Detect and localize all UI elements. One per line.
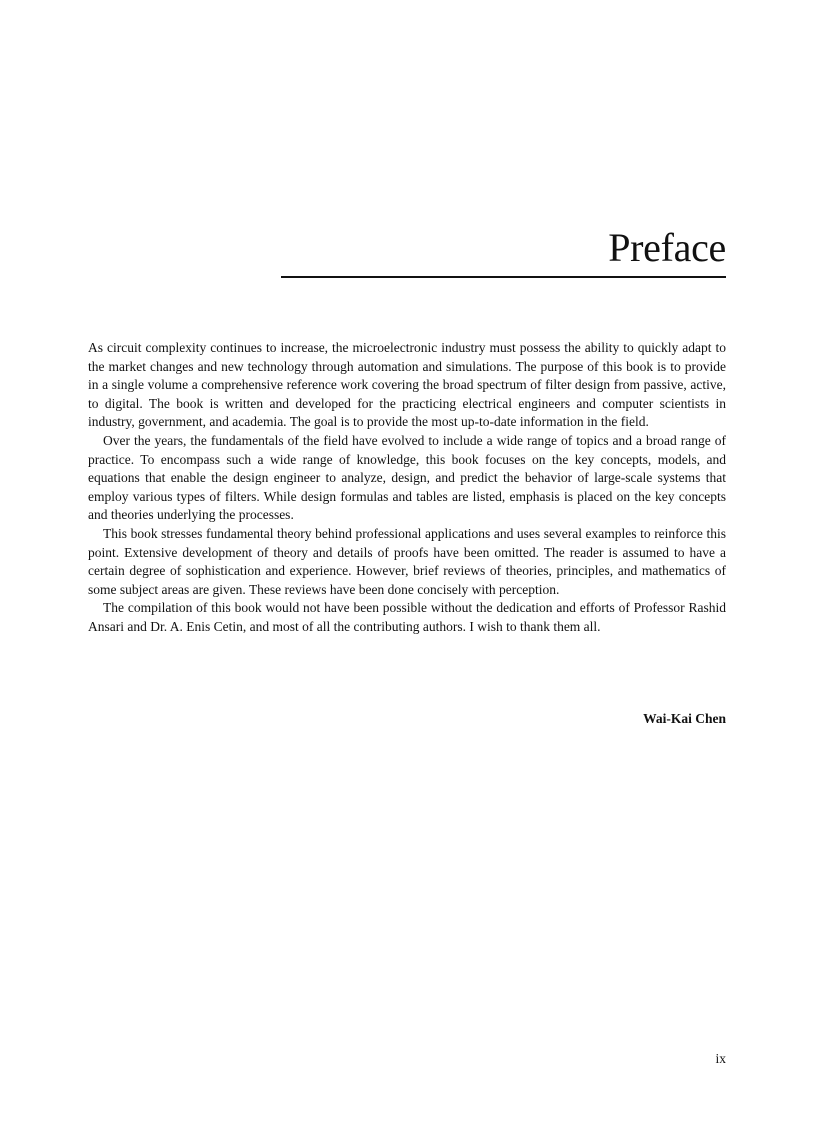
title-underline-rule [281, 276, 726, 278]
preface-body [88, 339, 726, 637]
paragraph-4: The compilation of this book would not have been possible without the dedication and efforts of Professor Rashid Ansari and Dr. A. Enis Cetin, and most of all the contributing authors. I wish to thank them all. [88, 600, 726, 634]
paragraph-1: As circuit complexity continues to increase, the microelectronic industry must possess the ability to quickly adapt to the market changes and new technology through automation and simulations. The purpose of this book is to provide in a single volume a comprehensive reference work covering the broad spectrum of filter design from passive, active, to digital. The book is written and developed for the practicing electrical engineers and computer scientists in industry, government, and academia. The goal is to provide the most up-to-date information in the field. [88, 340, 726, 430]
paragraph-2: Over the years, the fundamentals of the field have evolved to include a wide range of topics and a broad range of practice. To encompass such a wide range of knowledge, this book focuses on the key concepts, models, and equations that enable the design engineer to analyze, design, and predict the behavior of large-scale systems that employ various types of filters. While design formulas and tables are listed, emphasis is placed on the key concepts and theories underlying the processes. [88, 432, 726, 523]
page-title: Preface [608, 225, 726, 270]
paragraph-3: This book stresses fundamental theory behind professional applications and uses several examples to reinforce this point. Extensive development of theory and details of proofs have been omitted. The reader is assumed to have a certain degree of sophistication and experience. However, brief reviews of theories, principles, and mathematics of some subject areas are given. These reviews have been done concisely with perception. [88, 525, 726, 597]
page-number: ix [715, 1051, 726, 1066]
author-signature: Wai-Kai Chen [643, 711, 726, 726]
